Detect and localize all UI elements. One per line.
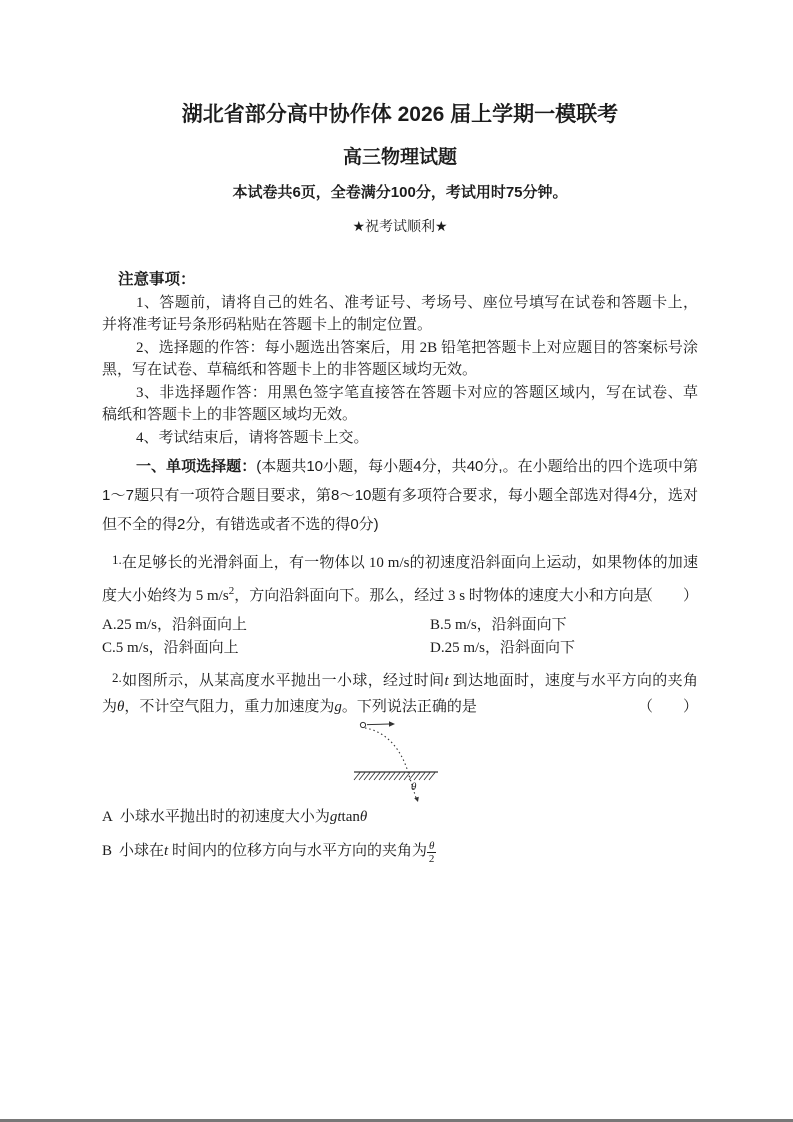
question-2-option-b [102, 836, 698, 866]
question-1-superscript: 2 [228, 585, 235, 597]
expression-tan: tan [341, 809, 360, 825]
theta-angle-label: θ [411, 781, 417, 793]
initial-velocity-arrow [367, 724, 389, 725]
expression-theta: θ [359, 809, 368, 825]
variable-t-option-b: t [164, 843, 169, 859]
question-1-text-2: ，方向沿斜面向下。那么，经过 3 s 时物体的速度大小和方向是 [234, 588, 649, 604]
variable-theta: θ [117, 699, 125, 715]
ground-hatching [354, 773, 435, 781]
question-2-text-4: 。下列说法正确的是 [341, 699, 477, 715]
projectile-trajectory-diagram [352, 720, 462, 804]
question-1-option-a: A.25 m/s，沿斜面向上 [102, 617, 248, 633]
question-2-option-a [102, 804, 698, 830]
trajectory-dotted-path [365, 728, 416, 798]
exam-info-line: 本试卷共6页，全卷满分100分，考试用时75分钟。 [232, 184, 568, 201]
page-subtitle: 高三物理试题 [342, 147, 457, 168]
question-2-option-b-label: B [102, 843, 113, 859]
page-title: 湖北省部分高中协作体 2026 届上学期一模联考 [181, 103, 619, 126]
question-1-option-d: D.25 m/s，沿斜面向下 [430, 640, 576, 656]
variable-g: g [334, 699, 342, 715]
ball-icon [360, 722, 365, 727]
question-2-text: 如图所示，从某高度水平抛出一小球，经过时间 [121, 673, 445, 689]
question-2-text-3: ，不计空气阻力，重力加速度为 [124, 699, 335, 715]
notice-item-2: 2、选择题的作答：每小题选出答案后，用 2B 铅笔把答题卡上对应题目的答案标号涂黑，写在试卷、草稿纸和答题卡上的非答题区域均无效。 [102, 339, 698, 378]
theta-over-2-fraction [427, 840, 436, 865]
notice-item-3: 3、非选择题作答：用黑色签字笔直接答在答题卡对应的答题区域内，写在试卷、草稿纸和答题卡上的非答题区域均无效。 [102, 384, 698, 423]
question-1-answer-bracket: （ ） [637, 588, 698, 604]
question-2-text-2: 到达地面时，速度与水平方向的夹角为 [102, 673, 698, 715]
question-1 [102, 546, 698, 610]
fraction-numerator: θ [428, 839, 435, 852]
question-2-number: 2. [112, 670, 122, 685]
document-body [102, 0, 698, 866]
question-1-options [102, 614, 698, 660]
fraction-denominator: 2 [428, 853, 435, 865]
question-2-option-a-text: 小球水平抛出时的初速度大小为 [119, 809, 330, 825]
expression-gt: gt [329, 809, 342, 825]
initial-velocity-arrowhead-icon [389, 721, 395, 727]
question-2-option-b-text-pre: 小球在 [119, 843, 165, 859]
section-heading-lead: 一、单项选择题： [136, 458, 257, 475]
question-2 [102, 665, 698, 720]
question-1-text: 在足够长的光滑斜面上，有一物体以 10 m/s的初速度沿斜面向上运动，如果物体的加速度大小始终为 5 m/s [102, 555, 698, 604]
question-2-option-b-text-post: 时间内的位移方向与水平方向的夹角为 [168, 843, 427, 859]
question-1-option-b: B.5 m/s，沿斜面向下 [430, 617, 567, 633]
notice-item-4: 4、考试结束后，请将答题卡上交。 [136, 429, 369, 446]
question-1-option-c: C.5 m/s，沿斜面向上 [102, 640, 239, 656]
question-2-option-a-label: A [102, 809, 113, 825]
notice-item-1: 1、答题前，请将自己的姓名、准考证号、考场号、座位号填写在试卷和答题卡上，并将准考证号条形码粘贴在答题卡上的制定位置。 [102, 294, 698, 333]
variable-t: t [444, 673, 449, 689]
projectile-motion-figure [352, 720, 698, 804]
question-1-number: 1. [112, 552, 122, 567]
section-heading-rest: (本题共10小题，每小题4分，共40分,。在小题给出的四个选项中第1～7题只有一项符合题目要求，第8～10题有多项符合要求，每小题全部选对得4分，选对但不全的得2分，有错选或者不选的得0分) [102, 458, 698, 533]
question-2-answer-bracket: （ ） [637, 699, 698, 715]
notices-heading: 注意事项： [118, 271, 196, 288]
section-heading [102, 452, 698, 539]
exam-wish-line: ★祝考试顺利★ [352, 218, 448, 234]
velocity-arrowhead-icon [414, 797, 419, 802]
